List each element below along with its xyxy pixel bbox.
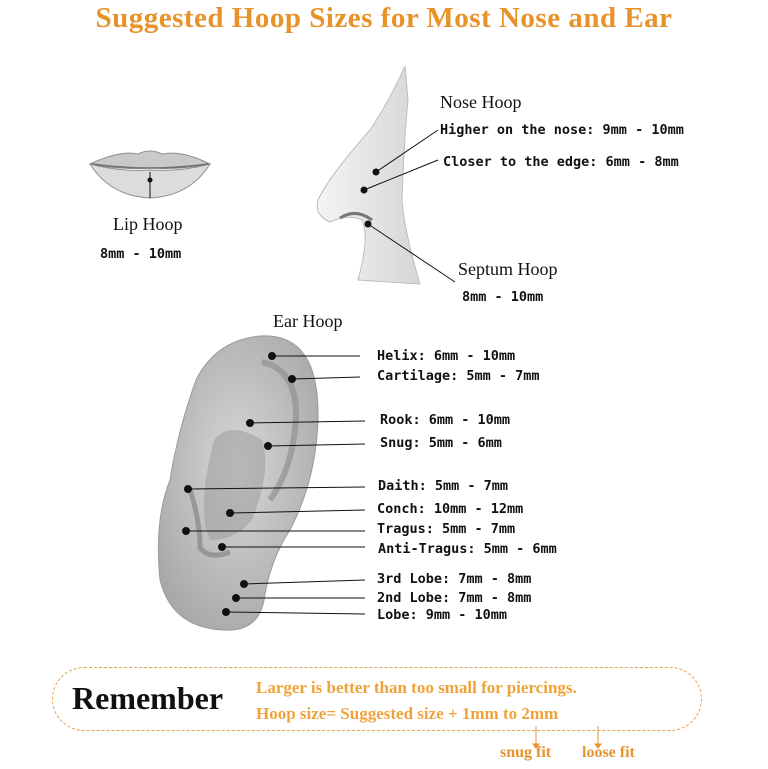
ear-item-helix: Helix: 6mm - 10mm — [377, 348, 516, 364]
ear-item-anti-tragus: Anti-Tragus: 5mm - 6mm — [378, 541, 557, 557]
snug-fit-label: snug fit — [500, 744, 552, 761]
ear-item-snug: Snug: 5mm - 6mm — [380, 435, 502, 451]
ear-item-conch: Conch: 10mm - 12mm — [377, 501, 524, 517]
ear-item-2nd-lobe: 2nd Lobe: 7mm - 8mm — [377, 590, 532, 606]
loose-fit-label: loose fit — [582, 744, 635, 761]
ear-item-3rd-lobe: 3rd Lobe: 7mm - 8mm — [377, 571, 532, 587]
lip-hoop-label: Lip Hoop — [113, 214, 183, 234]
ear-item-lobe: Lobe: 9mm - 10mm — [377, 607, 508, 623]
ear-item-daith: Daith: 5mm - 7mm — [378, 478, 509, 494]
nose-hoop-label: Nose Hoop — [440, 92, 522, 112]
remember-line-1: Larger is better than too small for piercings. — [256, 678, 577, 697]
ear-item-rook: Rook: 6mm - 10mm — [380, 412, 511, 428]
ear-item-cartilage: Cartilage: 5mm - 7mm — [377, 368, 540, 384]
nose-illustration — [317, 66, 455, 284]
septum-hoop-label: Septum Hoop — [458, 259, 558, 279]
page-title: Suggested Hoop Sizes for Most Nose and Ear — [95, 2, 673, 34]
remember-line-2: Hoop size= Suggested size + 1mm to 2mm — [256, 704, 559, 723]
ear-item-tragus: Tragus: 5mm - 7mm — [377, 521, 516, 537]
lips-illustration — [90, 151, 210, 198]
nose-higher-size: Higher on the nose: 9mm - 10mm — [440, 122, 684, 138]
ear-hoop-label: Ear Hoop — [273, 311, 343, 331]
septum-hoop-size: 8mm - 10mm — [462, 289, 544, 305]
lip-hoop-size: 8mm - 10mm — [100, 246, 182, 262]
remember-heading: Remember — [72, 680, 224, 716]
nose-edge-size: Closer to the edge: 6mm - 8mm — [443, 154, 679, 170]
